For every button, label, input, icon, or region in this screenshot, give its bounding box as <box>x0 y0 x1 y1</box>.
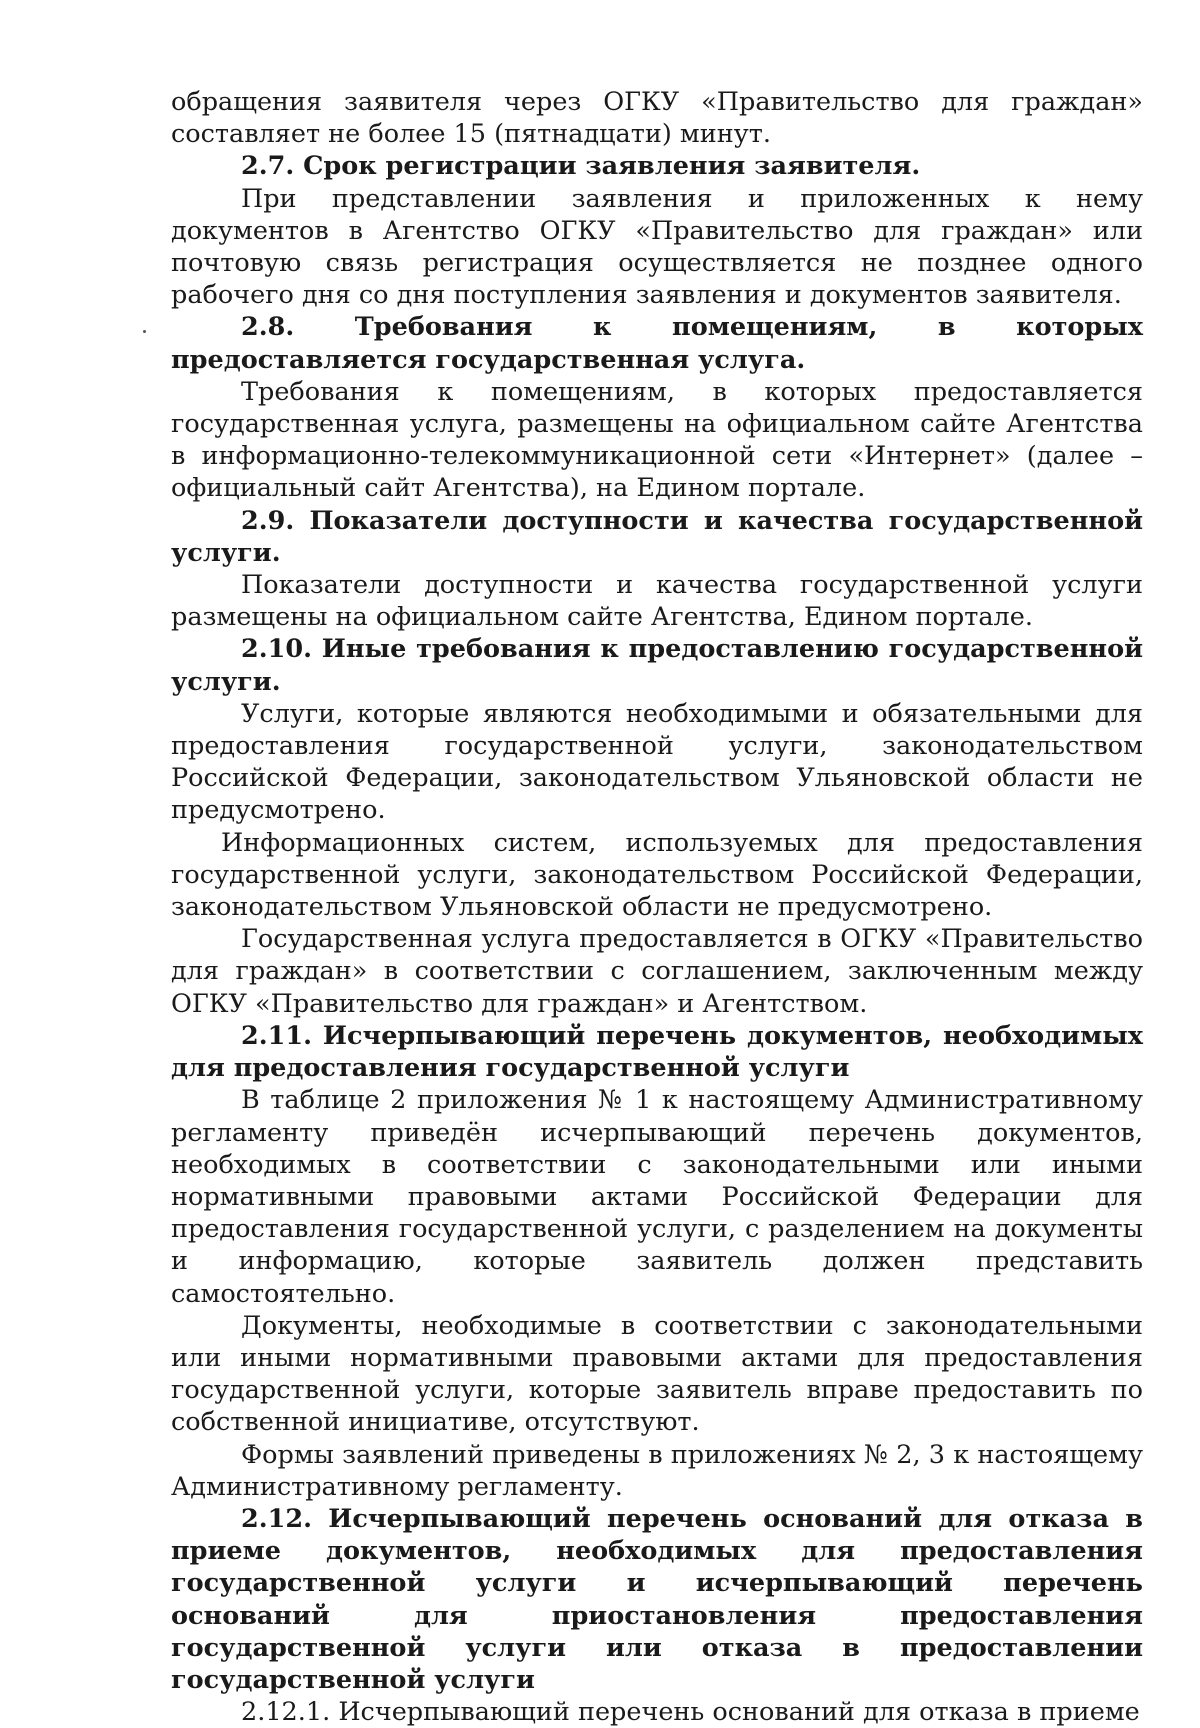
document-body <box>171 86 1143 1728</box>
paragraph: Информационных систем, используемых для предоставления государственной услуги, законодательством Российской Федерации, законодательством Ульяновской области не предусмотрено. <box>171 827 1143 923</box>
paragraph: Формы заявлений приведены в приложениях № 2, 3 к настоящему Административному регламенту. <box>171 1439 1143 1502</box>
paragraph: 2.12.1. Исчерпывающий перечень оснований для отказа в приеме <box>241 1697 1140 1728</box>
paragraph: Показатели доступности и качества государственной услуги размещены на официальном сайте Агентства, Едином портале. <box>171 570 1143 633</box>
heading-2-9: 2.9. Показатели доступности и качества государственной услуги. <box>171 505 1143 568</box>
heading-2-12: 2.12. Исчерпывающий перечень оснований для отказа в приеме документов, необходимых для предоставления государственной услуги и исчерпывающий перечень оснований для приостановления предоставления государственной услуги или отказа в предоставлении государственной услуги <box>171 1503 1143 1695</box>
heading-2-7: 2.7. Срок регистрации заявления заявителя. <box>241 151 921 182</box>
heading-2-10: 2.10. Иные требования к предоставлению государственной услуги. <box>171 634 1143 697</box>
paragraph: Документы, необходимые в соответствии с законодательными или иными нормативными правовыми актами для предоставления государственной услуги, которые заявитель вправе предоставить по собственной инициативе, отсутствуют. <box>171 1310 1143 1438</box>
margin-mark <box>143 330 146 333</box>
paragraph-continuation: обращения заявителя через ОГКУ «Правительство для граждан» составляет не более 15 (пятнадцати) минут. <box>171 87 1143 150</box>
heading-2-8: 2.8. Требования к помещениям, в которых предоставляется государственная услуга. <box>171 312 1143 375</box>
paragraph: В таблице 2 приложения № 1 к настоящему Административному регламенту приведён исчерпывающий перечень документов, необходимых в соответствии с законодательными или иными нормативными правовыми актами Российской Федерации для предоставления государственной услуги, с разделением на документы и информацию, которые заявитель должен представить самостоятельно. <box>171 1085 1143 1309</box>
paragraph: Требования к помещениям, в которых предоставляется государственная услуга, размещены на официальном сайте Агентства в информационно-телекоммуникационной сети «Интернет» (далее – официальный сайт Агентства), на Едином портале. <box>171 376 1143 504</box>
paragraph: Государственная услуга предоставляется в ОГКУ «Правительство для граждан» в соответствии с соглашением, заключенным между ОГКУ «Правительство для граждан» и Агентством. <box>171 924 1143 1019</box>
paragraph: Услуги, которые являются необходимыми и обязательными для предоставления государственной услуги, законодательством Российской Федерации, законодательством Ульяновской области не предусмотрено. <box>171 698 1143 826</box>
heading-2-11: 2.11. Исчерпывающий перечень документов, необходимых для предоставления государственной услуги <box>171 1020 1143 1084</box>
paragraph: При представлении заявления и приложенных к нему документов в Агентство ОГКУ «Правительство для граждан» или почтовую связь регистрация осуществляется не позднее одного рабочего дня со дня поступления заявления и документов заявителя. <box>171 183 1143 311</box>
